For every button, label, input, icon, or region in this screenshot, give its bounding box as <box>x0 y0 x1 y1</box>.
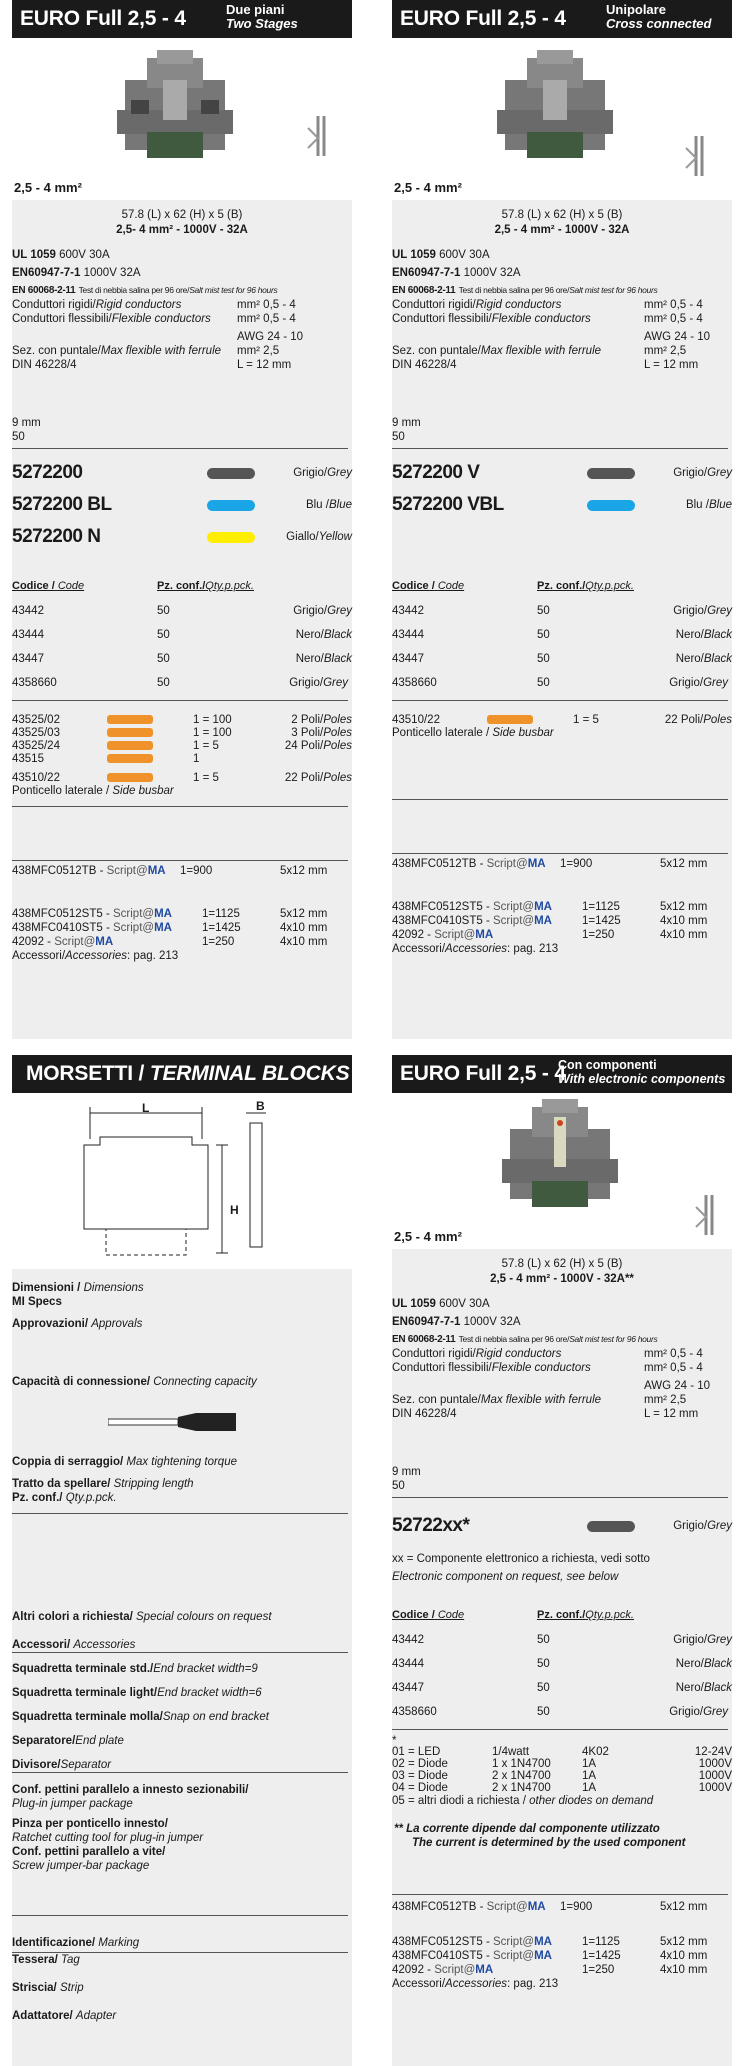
product-row <box>12 457 352 489</box>
table-row: 43442 50 Grigio/Grey <box>12 605 352 617</box>
legend-row: Tratto da spellare/ Stripping length <box>12 1478 194 1490</box>
busbar-label: Ponticello laterale / Side busbar <box>392 727 554 739</box>
jumper-row: 43525/24 1 = 5 24 Poli/Poles <box>12 739 352 752</box>
product-list <box>12 457 352 553</box>
table-row: 4358660 50 Grigio/Grey <box>392 1700 728 1730</box>
legend-row: Squadretta terminale std./End bracket width=9 <box>12 1663 258 1675</box>
section-size: 2,5 - 4 mm² <box>394 180 462 195</box>
table-row: 43447 50 Nero/Black <box>12 653 352 665</box>
product-list <box>392 457 732 521</box>
dimension-drawing <box>80 1099 290 1269</box>
spec-block <box>392 1249 732 2066</box>
rigid-value: mm² 0,5 - 4 <box>237 299 296 311</box>
marker-row: 438MFC0512TB - Script@MA 1=900 5x12 mm <box>392 1901 708 1913</box>
panel-header <box>12 0 352 38</box>
qty-header-en: Qty.p.pck. <box>205 580 254 592</box>
marker-row: 42092 - Script@MA 1=250 4x10 mm <box>392 929 708 941</box>
accessory-table <box>392 1628 732 1730</box>
legend-row: MI Specs <box>12 1296 62 1308</box>
row-qty: 50 <box>157 676 170 689</box>
panel-subtitle: Unipolare Cross connected <box>606 2 712 31</box>
dims-text: 57.8 (L) x 62 (H) x 5 (B) <box>121 209 243 221</box>
approvals-block <box>12 248 352 372</box>
marker-row: 42092 - Script@MA 1=250 4x10 mm <box>12 936 328 948</box>
product-row: 5272200 VBL Blu /Blue <box>392 494 732 515</box>
product-color: Giallo/Yellow <box>286 531 352 543</box>
jumper-swatch <box>107 741 153 750</box>
ferrule-label: Sez. con puntale/ <box>12 345 101 357</box>
product-row: 52722xx* Grigio/Grey <box>392 1515 732 1536</box>
en2-text: Test di nebbia salina per 96 ore/ <box>78 285 190 295</box>
dim-b: B <box>256 1099 265 1113</box>
product-row: 5272200 V Grigio/Grey <box>392 462 732 483</box>
subtitle-en: Two Stages <box>226 16 298 31</box>
accessories-ref: Accessori/Accessories: pag. 213 <box>12 950 179 962</box>
strip-length: 9 mm <box>12 417 41 429</box>
busbar-block <box>392 713 732 740</box>
approvals-block: UL 1059 600V 30A EN60947-7-1 1000V 32A EN 60068-2-11 Test di nebbia salina per 96 ore/Salt mist test for 96 hours Conduttori rigidi/Rigid conductors mm² 0,5 - 4 Conduttori flessibili/Flexible conductors mm² 0,5 - 4 AWG 24 - 10 Sez. con puntale/Max flexible with ferrule mm² 2,5 DIN 46228/4 L = 12 mm <box>392 249 711 371</box>
din-value: L = 12 mm <box>237 359 292 371</box>
product-code: 5272200 N <box>12 526 101 547</box>
flex-label-en: Flexible conductors <box>111 313 211 325</box>
code-header: Codice / <box>12 580 55 592</box>
rigid-label-en: Rigid conductors <box>95 299 182 311</box>
panel-header <box>392 1055 732 1093</box>
marker-row: 438MFC0512TB - Script@MA 1=900 5x12 mm <box>12 865 328 877</box>
legend-row: Dimensioni / Dimensions <box>12 1282 144 1294</box>
legend-row: Separatore/End plate <box>12 1735 124 1747</box>
row-code: 4358660 <box>12 676 57 689</box>
table-row: 43442 50 Grigio/Grey <box>392 1634 732 1646</box>
en-label: EN60947-7-1 <box>12 267 81 279</box>
legend-row: Conf. pettini parallelo a innesto sezionabili/ <box>12 1784 249 1796</box>
marker-row: 438MFC0512ST5 - Script@MA 1=1125 5x12 mm <box>392 901 708 913</box>
product-code: 5272200 BL <box>12 494 112 515</box>
legend-row: Accessori/ Accessories <box>12 1638 348 1653</box>
color-swatch <box>207 532 255 543</box>
rigid-label: Conduttori rigidi/ <box>12 299 96 311</box>
table-row: 4358660 50 Grigio/Grey <box>392 671 728 701</box>
row-qty: 50 <box>157 629 170 641</box>
din-label: DIN 46228/4 <box>12 359 77 371</box>
en2-label: EN 60068-2-11 <box>12 285 76 296</box>
dimension-drawing-area <box>12 1093 352 1269</box>
dim-l: L <box>142 1101 150 1115</box>
marker-row: 438MFC0410ST5 - Script@MA 1=1425 4x10 mm <box>392 1950 708 1962</box>
section-size: 2,5 - 4 mm² <box>394 1229 462 1244</box>
rating-text: 2,5 - 4 mm² - 1000V - 32A <box>494 224 630 236</box>
row-code: 43442 <box>12 605 44 617</box>
code-header-en: Code <box>57 580 85 592</box>
marker-row: 438MFC0512TB - Script@MA 1=900 5x12 mm <box>392 858 708 870</box>
legend-row: Conf. pettini parallelo a vite/ <box>12 1846 166 1858</box>
accessories-ref: Accessori/Accessories: pag. 213 <box>392 943 559 955</box>
legend-row: Altri colori a richiesta/ Special colours on request <box>12 1611 272 1623</box>
product-color: Blu /Blue <box>305 499 352 511</box>
subtitle-it: Due piani <box>226 2 285 17</box>
spec-block <box>12 200 352 1039</box>
panel-title: MORSETTI / <box>26 1062 145 1085</box>
legend-row: Identificazione/ Marking <box>12 1936 348 1953</box>
rating-text: 2,5 - 4 mm² - 1000V - 32A** <box>490 1273 634 1285</box>
panel-header <box>392 0 732 38</box>
marker-row: 42092 - Script@MA 1=250 4x10 mm <box>392 1964 708 1976</box>
terminal-block-image <box>117 50 233 162</box>
marker-row: 438MFC0512ST5 - Script@MA 1=1125 5x12 mm <box>392 1936 708 1948</box>
legend-row-en: Screw jumper-bar package <box>12 1859 348 1916</box>
product-image-area <box>392 1093 732 1225</box>
legend-row: Striscia/ Strip <box>12 1982 84 1994</box>
component-note: xx = Componente elettronico a richiesta, vedi sotto <box>392 1553 650 1565</box>
marker-row: 438MFC0512ST5 - Script@MA 1=1125 5x12 mm <box>12 908 328 920</box>
panel-title: EURO Full 2,5 - 4 <box>20 7 186 30</box>
row-qty: 50 <box>157 605 170 617</box>
table-row: 43442 50 Grigio/Grey <box>392 605 732 617</box>
panel-two-stages <box>12 0 352 1039</box>
panel-electronic-components <box>392 1055 732 2066</box>
legend-row-en: Ratchet cutting tool for plug-in jumper <box>12 1832 204 1844</box>
product-row <box>12 521 352 553</box>
busbar-row: 43510/22 1 = 5 22 Poli/Poles <box>12 771 352 784</box>
jumper-row: 43525/02 1 = 100 2 Poli/Poles <box>12 713 352 726</box>
dims-text: 57.8 (L) x 62 (H) x 5 (B) <box>501 1258 623 1270</box>
empty-divider <box>12 807 348 861</box>
jumper-row: 43525/03 1 = 100 3 Poli/Poles <box>12 726 352 739</box>
accessory-table <box>12 599 352 701</box>
marker-row: 438MFC0410ST5 - Script@MA 1=1425 4x10 mm <box>392 915 708 927</box>
legend-row: Squadretta terminale light/End bracket width=6 <box>12 1687 262 1699</box>
footnote-star: * <box>392 1735 397 1747</box>
spec-block <box>392 200 732 1039</box>
busbar-swatch <box>107 773 153 782</box>
spec-dims-block <box>12 200 352 238</box>
panel-title-en: TERMINAL BLOCKS <box>149 1062 350 1085</box>
row-code: 43444 <box>12 629 44 641</box>
legend-row: Pinza per ponticello innesto/ <box>12 1818 168 1830</box>
product-image-area <box>12 38 352 176</box>
jumper-row: 43515 1 <box>12 752 200 765</box>
row-code: 43447 <box>12 653 44 665</box>
table-row: 43444 50 Nero/Black <box>12 629 352 641</box>
panel-subtitle <box>226 3 298 31</box>
accessories-ref: Accessori/Accessories: pag. 213 <box>392 1978 559 1990</box>
legend-row: Adattatore/ Adapter <box>12 2010 117 2022</box>
terminal-block-image <box>497 50 613 162</box>
legend-block <box>12 1269 352 2066</box>
current-note: ** La corrente dipende dal componente utilizzato <box>394 1823 660 1835</box>
jumper-swatch <box>107 715 153 724</box>
product-image-area <box>392 38 732 176</box>
legend-row: Approvazioni/ Approvals <box>12 1318 143 1330</box>
flex-value: mm² 0,5 - 4 <box>237 313 296 325</box>
ferrule-icon <box>108 1411 238 1433</box>
pack-qty: 50 <box>392 1479 728 1498</box>
color-swatch <box>587 1521 635 1532</box>
component-note-en: Electronic component on request, see below <box>392 1571 619 1583</box>
table-header: Codice / Code Pz. conf./Qty.p.pck. <box>392 580 634 592</box>
product-color: Grigio/Grey <box>293 467 352 479</box>
jumper-swatch <box>107 728 153 737</box>
jumper-accessory-image <box>692 1193 726 1237</box>
panel-title: EURO Full 2,5 - 4 <box>400 7 566 30</box>
panel-terminal-blocks-legend <box>12 1055 352 2066</box>
jumper-list <box>12 713 352 807</box>
legend-row: Pz. conf./ Qty.p.pck. <box>12 1491 348 1514</box>
en-value: 1000V 32A <box>83 267 141 279</box>
jumper-accessory-image <box>304 114 338 158</box>
legend-row: Coppia di serraggio/ Max tightening torque <box>12 1456 237 1468</box>
table-header <box>12 579 352 593</box>
panel-title: EURO Full 2,5 - 4 <box>400 1062 566 1085</box>
panel-cross-connected <box>392 0 732 1039</box>
table-row: 43447 50 Nero/Black <box>392 1682 732 1694</box>
legend-row: Capacità di connessione/ Connecting capacity <box>12 1376 257 1388</box>
table-row: 43444 50 Nero/Black <box>392 1658 732 1670</box>
ferrule-label-en: Max flexible with ferrule <box>100 345 222 357</box>
color-swatch <box>207 500 255 511</box>
busbar-label: Ponticello laterale / Side busbar <box>12 784 348 807</box>
ferrule-value: mm² 2,5 <box>237 345 280 357</box>
accessory-table <box>392 599 732 701</box>
jumper-swatch <box>107 754 153 763</box>
approvals-block: UL 1059 600V 30A EN60947-7-1 1000V 32A EN 60068-2-11 Test di nebbia salina per 96 ore/Salt mist test for 96 hours Conduttori rigidi/Rigid conductors mm² 0,5 - 4 Conduttori flessibili/Flexible conductors mm² 0,5 - 4 AWG 24 - 10 Sez. con puntale/Max flexible with ferrule mm² 2,5 DIN 46228/4 L = 12 mm <box>392 1298 711 1420</box>
legend-row: Divisore/Separator <box>12 1758 348 1773</box>
strip-length: 9 mm <box>392 1466 421 1478</box>
qty-header: Pz. conf./ <box>157 580 206 592</box>
panel-header <box>12 1055 352 1093</box>
product-code: 52722xx* <box>392 1515 470 1536</box>
strip-length: 9 mm <box>392 417 421 429</box>
table-row: 4358660 50 Grigio/Grey <box>12 671 348 701</box>
en2-text-en: Salt mist test for 96 hours <box>189 285 278 295</box>
component-list: 01 = LED 1/4watt 4K02 12-24V 02 = Diode 1 x 1N4700 1A 1000V 03 = Diode 2 x 1N4700 1A 1000V 04 = Diode 2 x 1N4700 1A 1000V 05 = altri diodi a richiesta / other diodes on demand <box>392 1746 732 1807</box>
table-row: 43447 50 Nero/Black <box>392 653 732 665</box>
flex-label: Conduttori flessibili/ <box>12 313 112 325</box>
rating-text: 2,5- 4 mm² - 1000V - 32A <box>116 224 248 236</box>
panel-subtitle: Con componenti With electronic components <box>558 1058 726 1086</box>
legend-row-en: Plug-in jumper package <box>12 1798 133 1810</box>
section-size: 2,5 - 4 mm² <box>14 180 82 195</box>
terminal-block-with-component-image <box>502 1099 618 1211</box>
table-header: Codice / Code Pz. conf./Qty.p.pck. <box>392 1609 634 1621</box>
legend-row: Tessera/ Tag <box>12 1954 80 1966</box>
jumper-accessory-image <box>682 134 716 178</box>
awg-value: AWG 24 - 10 <box>237 331 304 343</box>
product-code: 5272200 <box>12 462 83 483</box>
row-qty: 50 <box>157 653 170 665</box>
dims-text: 57.8 (L) x 62 (H) x 5 (B) <box>501 209 623 221</box>
legend-row: Squadretta terminale molla/Snap on end bracket <box>12 1711 269 1723</box>
pack-qty: 50 <box>392 430 728 449</box>
script-logo: Script@MA <box>106 865 166 877</box>
busbar-row: 43510/22 1 = 5 22 Poli/Poles <box>392 713 732 726</box>
dim-h: H <box>230 1203 239 1217</box>
table-row: 43444 50 Nero/Black <box>392 629 732 641</box>
ul-label: UL 1059 <box>12 249 56 261</box>
color-swatch <box>207 468 255 479</box>
marker-row: 438MFC0410ST5 - Script@MA 1=1425 4x10 mm <box>12 922 328 934</box>
product-row <box>12 489 352 521</box>
ul-value: 600V 30A <box>59 249 110 261</box>
current-note-en: The current is determined by the used component <box>392 1836 728 1895</box>
pack-qty: 50 <box>12 430 348 449</box>
